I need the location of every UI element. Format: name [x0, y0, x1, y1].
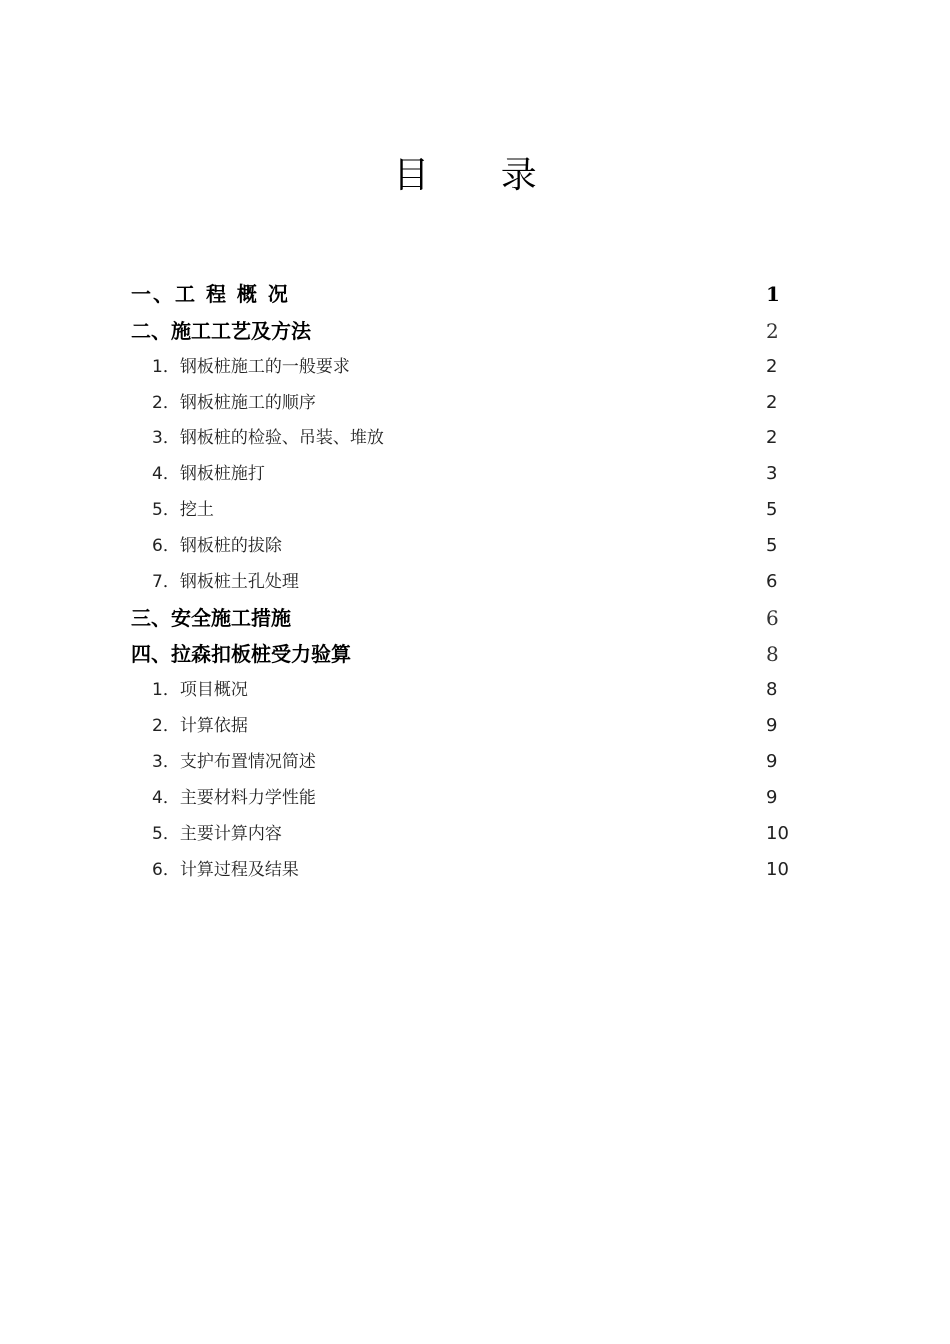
- toc-entry-label: 4．钢板桩施打: [152, 464, 265, 484]
- toc-subentry[interactable]: [0, 385, 950, 421]
- toc-subentry[interactable]: [0, 564, 950, 600]
- toc-entry-label: 5．挖土: [152, 500, 214, 520]
- toc-entry-page: 8: [766, 642, 779, 666]
- toc-entry-page: 5: [766, 499, 778, 520]
- toc-entry-label: 2．计算依据: [152, 716, 248, 736]
- toc-entry-label: 6．钢板桩的拔除: [152, 536, 282, 556]
- toc-subentry[interactable]: [0, 708, 950, 744]
- toc-subentry[interactable]: [0, 349, 950, 385]
- toc-entry-page: 10: [766, 823, 789, 844]
- toc-entry-label: 4．主要材料力学性能: [152, 788, 316, 808]
- toc-entry-label: 1．钢板桩施工的一般要求: [152, 357, 350, 377]
- toc-entry-label: 7．钢板桩土孔处理: [152, 572, 299, 592]
- toc-entry[interactable]: [0, 313, 950, 349]
- toc-entry-label: 一、工 程 概 况: [131, 282, 290, 306]
- toc-entry-label: 二、施工工艺及方法: [131, 319, 311, 343]
- toc-entry-page: 6: [766, 606, 779, 630]
- toc-subentry[interactable]: [0, 816, 950, 852]
- toc-entry-label: 2．钢板桩施工的顺序: [152, 393, 316, 413]
- toc-entry-label: 3．支护布置情况简述: [152, 752, 316, 772]
- toc-subentry[interactable]: [0, 420, 950, 456]
- toc-entry-label: 3．钢板桩的检验、吊装、堆放: [152, 428, 384, 448]
- toc-subentry[interactable]: [0, 780, 950, 816]
- toc-entry-page: 5: [766, 535, 778, 556]
- page-title: 目 录: [393, 155, 567, 196]
- toc-entry-page: 2: [766, 392, 778, 413]
- toc-subentry[interactable]: [0, 492, 950, 528]
- toc-entry-page: 3: [766, 463, 778, 484]
- toc-subentry[interactable]: [0, 852, 950, 888]
- toc-entry-page: 2: [766, 427, 778, 448]
- toc-subentry[interactable]: [0, 672, 950, 708]
- toc-entry[interactable]: [0, 276, 950, 312]
- toc-entry-page: 2: [766, 356, 778, 377]
- toc-entry-page: 6: [766, 571, 778, 592]
- toc-entry-page: 10: [766, 859, 789, 880]
- toc-entry-page: 9: [766, 751, 778, 772]
- toc-entry-page: 9: [766, 787, 778, 808]
- toc-entry-page: 8: [766, 679, 778, 700]
- toc-entry-page: 2: [766, 319, 779, 343]
- toc-subentry[interactable]: [0, 456, 950, 492]
- toc-entry-label: 1．项目概况: [152, 680, 248, 700]
- toc-subentry[interactable]: [0, 528, 950, 564]
- toc-entry-label: 三、安全施工措施: [131, 606, 291, 630]
- toc-entry-label: 6．计算过程及结果: [152, 860, 299, 880]
- toc-entry-page: 1: [766, 282, 780, 306]
- toc-subentry[interactable]: [0, 744, 950, 780]
- toc-entry[interactable]: [0, 600, 950, 636]
- toc-entry-label: 5．主要计算内容: [152, 824, 282, 844]
- toc-entry-label: 四、拉森扣板桩受力验算: [131, 642, 351, 666]
- toc-entry-page: 9: [766, 715, 778, 736]
- toc-entry[interactable]: [0, 636, 950, 672]
